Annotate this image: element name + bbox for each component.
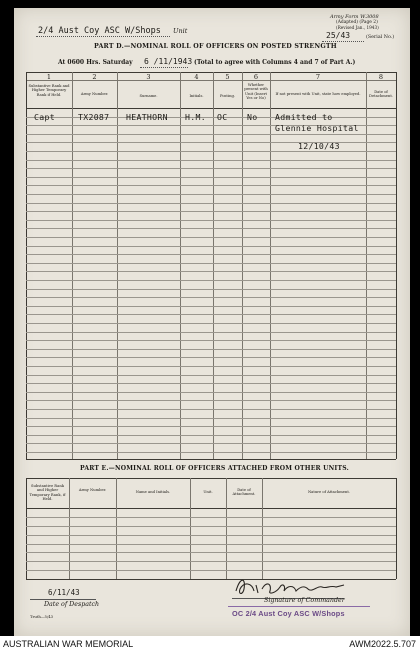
printer-mark: Truth—5/43 [30,614,54,619]
col-header-posting: Posting. [219,94,235,98]
form-page [14,8,410,636]
ruled-line [26,211,396,212]
ruled-line [26,297,396,298]
table-d-vline [396,72,397,459]
ruled-line [26,535,396,536]
archive-footer [0,636,420,653]
col-num-3: 3 [146,73,151,81]
ruled-line [26,366,396,367]
ruled-line [26,151,396,152]
e-header-rank: Substantive Rank and Higher Temporary Rank, if Held. [29,484,66,501]
signature-label: Signature of Commander [264,597,345,604]
table-e-vline [69,478,70,579]
form-revised: (Revised Jan., 1943) [336,25,379,30]
ruled-line [26,134,396,135]
ruled-line [26,314,396,315]
e-header-name: Name and Initials. [135,490,171,494]
entry-posting: OC [217,112,228,122]
ruled-line [26,254,396,255]
table-e-top [26,478,396,479]
ruled-line [26,228,396,229]
col-num-8: 8 [378,73,384,81]
e-header-unit: Unit. [203,490,213,494]
date-underline [140,67,188,68]
e-header-attachment-date: Date of Attachment. [232,488,256,497]
ruled-line [26,426,396,427]
despatch-date: 6/11/43 [48,588,80,597]
ruled-line [26,160,396,161]
stamp-line [228,606,370,607]
table-d-bottom [26,459,396,460]
ruled-line [26,185,396,186]
footer-left: AUSTRALIAN WAR MEMORIAL [3,639,134,649]
ruled-line [26,435,396,436]
ruled-line [26,263,396,264]
ruled-line [26,323,396,324]
date-value: 6 /11/1943 [144,57,193,66]
serial-underline [322,41,364,42]
despatch-label: Date of Despatch [44,601,100,608]
ruled-line [26,203,396,204]
ruled-line [26,168,396,169]
unit-stamp [224,592,374,622]
entry-army-number: TX2087 [78,112,110,122]
col-num-1: 1 [46,73,52,81]
ruled-line [26,280,396,281]
ruled-line [26,306,396,307]
ruled-line [26,357,396,358]
ruled-line [26,400,396,401]
ruled-line [26,237,396,238]
table-d-header-line [26,108,396,109]
ruled-line [26,332,396,333]
form-adapted: (Adapted) (Page 2) [336,20,378,25]
ruled-line [26,375,396,376]
ruled-line [26,383,396,384]
entry-employment-date: 12/10/43 [298,141,340,151]
col-header-initials: Initials. [189,94,204,98]
table-e-header-line [26,508,396,509]
despatch-underline [30,599,96,600]
part-d-title: PART D.—NOMINAL ROLL OF OFFICERS ON POSTED STRENGTH [94,43,337,50]
ruled-line [26,418,396,419]
footer-right: AWM2022.5.707 [349,639,416,649]
date-prefix: At 0600 Hrs. Saturday [58,59,133,66]
ruled-line [26,526,396,527]
unit-name: 2/4 Aust Coy ASC W/Shops [38,26,161,36]
date-suffix: (Total to agree with Columns 4 and 7 of Part A.) [194,59,356,66]
ruled-line [26,142,396,143]
ruled-line [26,177,396,178]
ruled-line [26,340,396,341]
form-id: Army Form W.3008 [330,14,379,20]
col-header-rank: Substantive Rank and Higher Temporary Rank if Held. [28,84,70,97]
ruled-line [26,409,396,410]
ruled-line [26,552,396,553]
col-num-4: 4 [194,73,199,81]
entry-employment-line1: Admitted to [275,112,333,122]
col-num-2: 2 [92,73,97,81]
unit-label: Unit [173,27,188,35]
entry-employment-line2: Glennie Hospital [275,123,359,133]
e-header-nature: Nature of Attachment. [307,490,351,494]
ruled-line [26,517,396,518]
table-e-vline [396,478,397,579]
entry-present: No [247,112,258,122]
ruled-line [26,349,396,350]
part-e-title: PART E.—NOMINAL ROLL OF OFFICERS ATTACHED FROM OTHER UNITS. [80,465,349,472]
stamp-text: OC 2/4 Aust Coy ASC W/Shops [232,609,345,618]
col-num-7: 7 [315,73,321,81]
ruled-line [26,289,396,290]
col-num-6: 6 [253,73,259,81]
serial-label: (Serial No.) [366,35,395,40]
ruled-line [26,561,396,562]
ruled-line [26,443,396,444]
col-header-employment: If not present with Unit, state how employed. [275,92,361,96]
serial-number: 25/43 [326,31,351,40]
ruled-line [26,194,396,195]
col-header-detachment: Date of Detachment. [369,90,393,99]
ruled-line [26,570,396,571]
ruled-line [26,220,396,221]
e-header-army-number: Army Number. [78,488,107,492]
col-num-5: 5 [225,73,230,81]
ruled-line [26,544,396,545]
entry-surname: HEATHORN [126,112,168,122]
col-header-present: Whether present with Unit (Insert Yes or No) [244,83,268,100]
ruled-line [26,392,396,393]
col-header-surname: Surname. [139,94,158,98]
ruled-line [26,246,396,247]
col-header-army-number: Army Number. [80,92,109,96]
unit-underline [36,36,170,37]
ruled-line [26,271,396,272]
ruled-line [26,452,396,453]
entry-initials: H.M. [185,112,206,122]
entry-rank: Capt [34,112,55,122]
